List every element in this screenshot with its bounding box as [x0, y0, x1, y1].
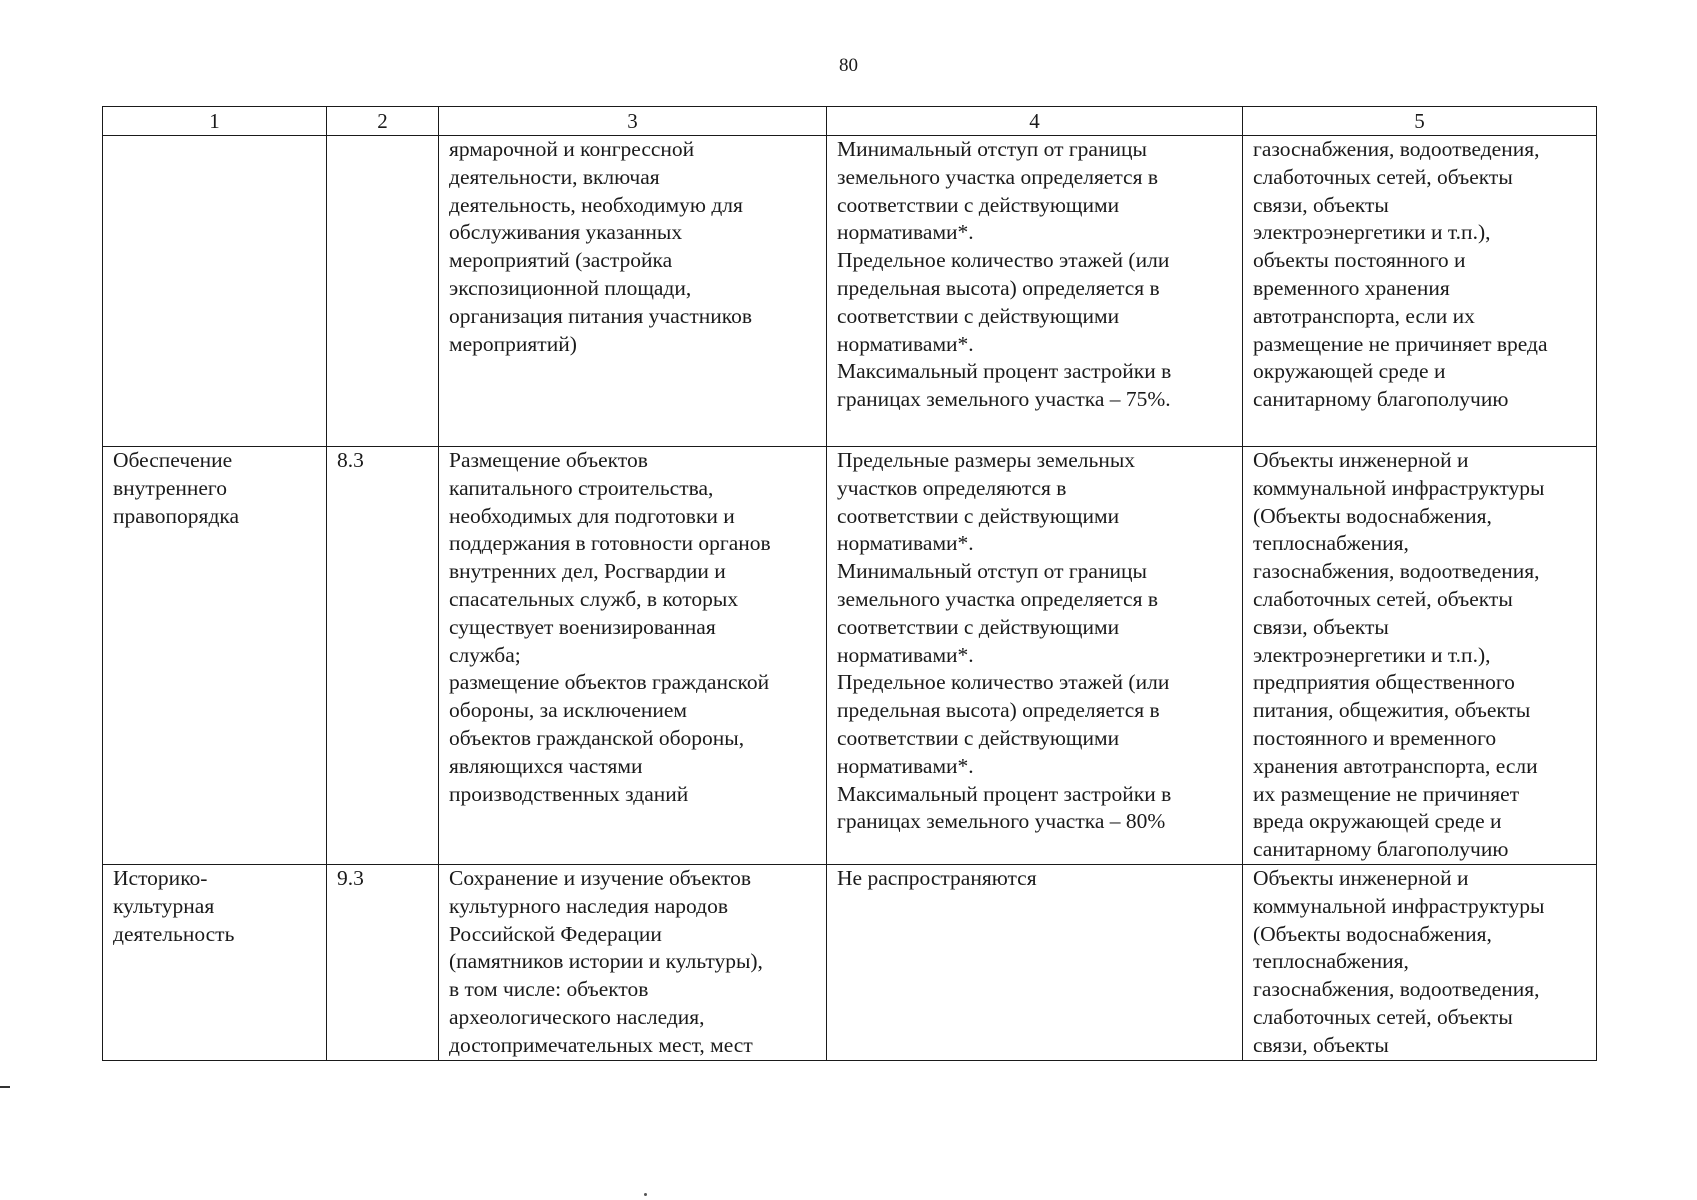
cell-text-line: деятельность — [113, 921, 235, 946]
cell-text-line: объекты постоянного и — [1253, 248, 1466, 273]
column-header-2: 2 — [327, 107, 439, 136]
cell-text-line: Максимальный процент застройки в — [837, 359, 1172, 384]
cell-text-line: внутреннего — [113, 475, 227, 500]
cell-text-line: санитарному благополучию — [1253, 837, 1509, 862]
cell-text-line: постоянного и временного — [1253, 725, 1497, 750]
cell-text-line: Историко- — [113, 865, 208, 890]
cell-text-line: Российской Федерации — [449, 921, 662, 946]
cell-text-line: Объекты инженерной и — [1253, 865, 1469, 890]
cell-text-line: связи, объекты — [1253, 1032, 1389, 1057]
table-row — [103, 447, 1597, 865]
use-code-cell — [327, 864, 439, 1060]
cell-text-line: электроэнергетики и т.п.), — [1253, 642, 1491, 667]
cell-text-line: экспозиционной площади, — [449, 275, 692, 300]
cell-text-line: питания, общежития, объекты — [1253, 698, 1531, 723]
cell-text-line: капитального строительства, — [449, 475, 714, 500]
cell-text-line: 8.3 — [337, 448, 364, 472]
auxiliary-uses-cell — [1243, 136, 1597, 447]
cell-text-line: деятельности, включая — [449, 164, 660, 189]
table-row — [103, 136, 1597, 447]
cell-text-line: нормативами*. — [837, 331, 974, 356]
margin-mark — [0, 1086, 10, 1088]
cell-text-line: Предельные размеры земельных — [837, 448, 1136, 472]
cell-text-line: размещение объектов гражданской — [449, 670, 770, 695]
cell-text-line: нормативами*. — [837, 753, 974, 778]
cell-text-line: нормативами*. — [837, 531, 974, 556]
use-type-name-cell — [103, 447, 327, 865]
cell-text-line: соответствии с действующими — [837, 503, 1120, 528]
cell-text-line: (Объекты водоснабжения, — [1253, 921, 1492, 946]
cell-text-line: коммунальной инфраструктуры — [1253, 893, 1545, 918]
column-header-4: 4 — [827, 107, 1243, 136]
cell-text-line: внутренних дел, Росгвардии и — [449, 559, 726, 584]
construction-parameters-cell — [827, 864, 1243, 1060]
cell-text-line: связи, объекты — [1253, 614, 1389, 639]
cell-text-line: правопорядка — [113, 503, 240, 528]
cell-text-line: существует военизированная — [449, 614, 716, 639]
cell-text-line: (памятников истории и культуры), — [449, 949, 763, 974]
scan-speck — [644, 1193, 647, 1196]
cell-text-line: Предельное количество этажей (или — [837, 670, 1170, 695]
cell-text-line: (Объекты водоснабжения, — [1253, 503, 1492, 528]
page-number: 80 — [839, 55, 858, 76]
construction-parameters-cell — [827, 447, 1243, 865]
cell-text-line: Минимальный отступ от границы — [837, 137, 1147, 161]
cell-text-line: вреда окружающей среде и — [1253, 809, 1502, 834]
cell-text-line: соответствии с действующими — [837, 725, 1120, 750]
cell-text-line: границах земельного участка – 80% — [837, 809, 1166, 834]
cell-text-line: электроэнергетики и т.п.), — [1253, 220, 1491, 245]
use-type-name-cell — [103, 136, 327, 447]
cell-text-line: теплоснабжения, — [1253, 531, 1409, 556]
cell-text-line: спасательных служб, в которых — [449, 586, 739, 611]
cell-text-line: окружающей среде и — [1253, 359, 1446, 384]
cell-text-line: организация питания участников — [449, 303, 752, 328]
cell-text-line: слаботочных сетей, объекты — [1253, 164, 1513, 189]
cell-text-line: поддержания в готовности органов — [449, 531, 771, 556]
cell-text-line: участков определяются в — [837, 475, 1067, 500]
use-code-cell — [327, 447, 439, 865]
cell-text-line: служба; — [449, 642, 521, 667]
cell-text-line: слаботочных сетей, объекты — [1253, 1004, 1513, 1029]
cell-text-line: коммунальной инфраструктуры — [1253, 475, 1545, 500]
cell-text-line: хранения автотранспорта, если — [1253, 753, 1538, 778]
cell-text-line: земельного участка определяется в — [837, 586, 1158, 611]
cell-text-line: слаботочных сетей, объекты — [1253, 586, 1513, 611]
column-header-3: 3 — [439, 107, 827, 136]
cell-text-line: в том числе: объектов — [449, 977, 649, 1002]
cell-text-line: соответствии с действующими — [837, 303, 1120, 328]
use-description-cell — [439, 136, 827, 447]
cell-text-line: мероприятий (застройка — [449, 248, 673, 273]
column-header-1: 1 — [103, 107, 327, 136]
table-row — [103, 864, 1597, 1060]
cell-text-line: теплоснабжения, — [1253, 949, 1409, 974]
auxiliary-uses-cell — [1243, 447, 1597, 865]
use-type-name-cell — [103, 864, 327, 1060]
cell-text-line: являющихся частями — [449, 753, 643, 778]
use-description-cell — [439, 447, 827, 865]
cell-text-line: санитарному благополучию — [1253, 387, 1509, 412]
cell-text-line: культурного наследия народов — [449, 893, 728, 918]
cell-text-line: Обеспечение — [113, 448, 233, 472]
land-use-table — [102, 106, 1597, 1061]
cell-text-line: обслуживания указанных — [449, 220, 683, 245]
cell-text-line: предприятия общественного — [1253, 670, 1515, 695]
cell-text-line: связи, объекты — [1253, 192, 1389, 217]
cell-text-line: объектов гражданской обороны, — [449, 725, 745, 750]
cell-text-line: соответствии с действующими — [837, 192, 1120, 217]
cell-text-line: ярмарочной и конгрессной — [449, 137, 695, 161]
cell-text-line: земельного участка определяется в — [837, 164, 1158, 189]
cell-text-line: культурная — [113, 893, 215, 918]
cell-text-line: Сохранение и изучение объектов — [449, 865, 752, 890]
cell-text-line: Предельное количество этажей (или — [837, 248, 1170, 273]
cell-text-line: границах земельного участка – 75%. — [837, 387, 1171, 412]
cell-text-line: Объекты инженерной и — [1253, 448, 1469, 472]
cell-text-line: временного хранения — [1253, 275, 1450, 300]
cell-text-line: Минимальный отступ от границы — [837, 559, 1147, 584]
construction-parameters-cell — [827, 136, 1243, 447]
cell-text-line: археологического наследия, — [449, 1004, 705, 1029]
cell-text-line: газоснабжения, водоотведения, — [1253, 559, 1540, 584]
cell-text-line: 9.3 — [337, 865, 364, 890]
cell-text-line: соответствии с действующими — [837, 614, 1120, 639]
cell-text-line: нормативами*. — [837, 220, 974, 245]
cell-text-line: предельная высота) определяется в — [837, 698, 1160, 723]
cell-text-line: автотранспорта, если их — [1253, 303, 1475, 328]
cell-text-line: обороны, за исключением — [449, 698, 688, 723]
cell-text-line: производственных зданий — [449, 781, 689, 806]
cell-text-line: размещение не причиняет вреда — [1253, 331, 1548, 356]
cell-text-line: Максимальный процент застройки в — [837, 781, 1172, 806]
use-code-cell — [327, 136, 439, 447]
column-header-5: 5 — [1243, 107, 1597, 136]
cell-text-line: необходимых для подготовки и — [449, 503, 735, 528]
cell-text-line: предельная высота) определяется в — [837, 275, 1160, 300]
cell-text-line: нормативами*. — [837, 642, 974, 667]
cell-text-line: газоснабжения, водоотведения, — [1253, 137, 1540, 161]
use-description-cell — [439, 864, 827, 1060]
column-number-row — [103, 107, 1597, 136]
cell-text-line: деятельность, необходимую для — [449, 192, 743, 217]
cell-text-line: Не распространяются — [837, 865, 1037, 890]
cell-text-line: Размещение объектов — [449, 448, 648, 472]
cell-text-line: их размещение не причиняет — [1253, 781, 1520, 806]
cell-text-line: мероприятий) — [449, 331, 577, 356]
cell-text-line: достопримечательных мест, мест — [449, 1032, 753, 1057]
cell-text-line: газоснабжения, водоотведения, — [1253, 977, 1540, 1002]
auxiliary-uses-cell — [1243, 864, 1597, 1060]
